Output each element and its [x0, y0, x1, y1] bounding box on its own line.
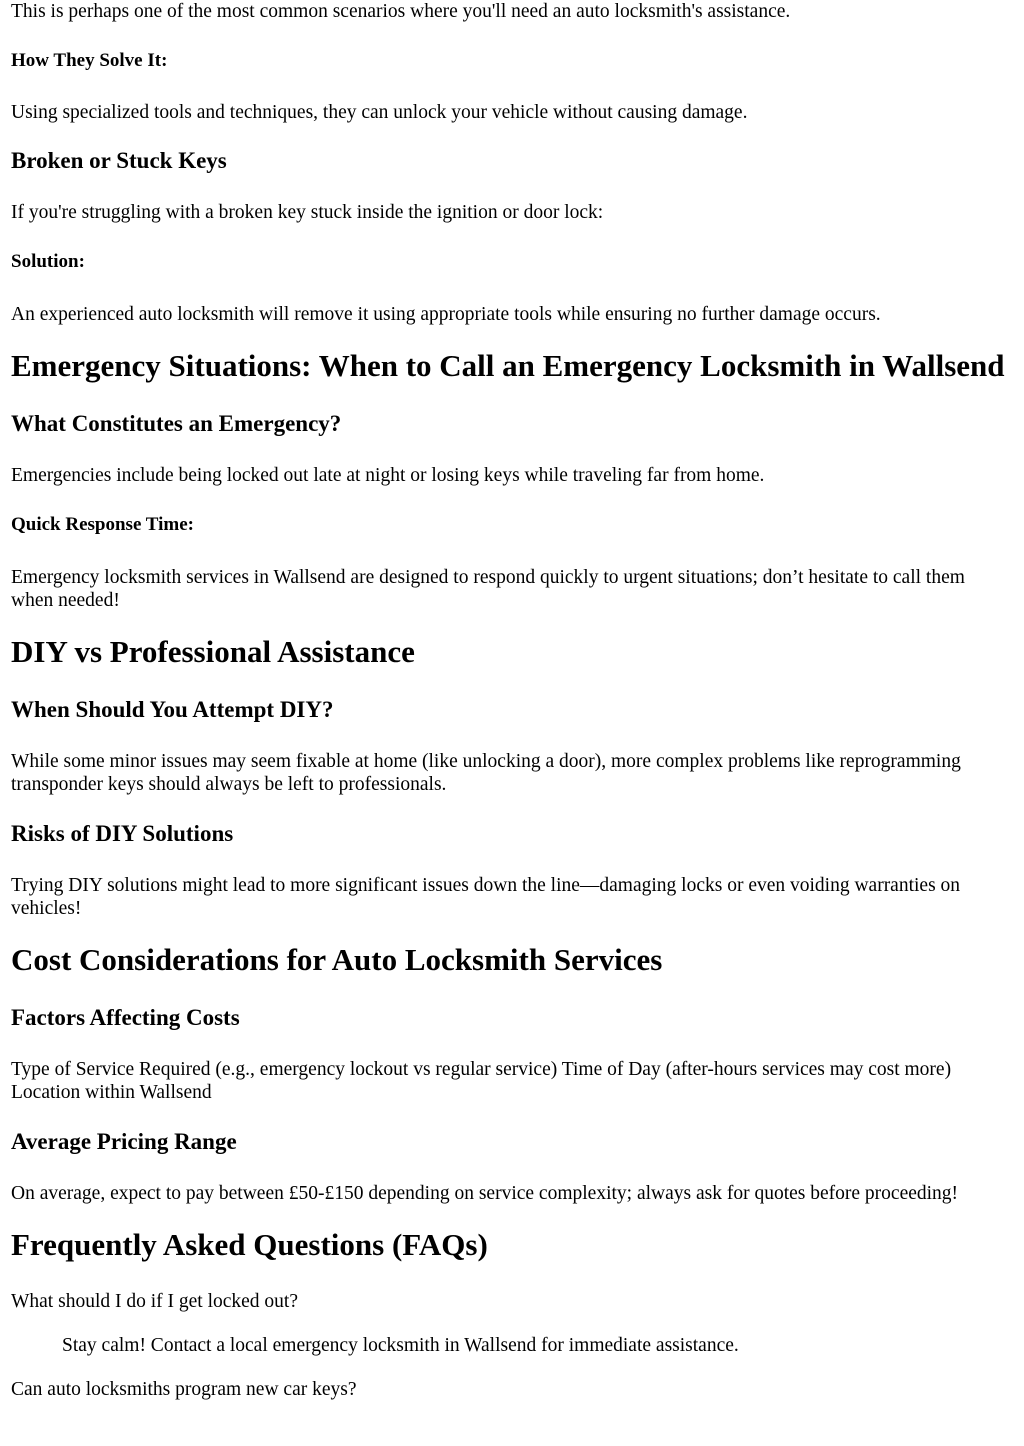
diy-heading: DIY vs Professional Assistance	[11, 634, 415, 669]
pricing-paragraph: On average, expect to pay between £50-£150 depending on service complexity; always ask for quotes before proceeding!	[11, 1183, 959, 1204]
faq-answer-1: Stay calm! Contact a local emergency locksmith in Wallsend for immediate assistance.	[62, 1335, 739, 1356]
how-they-solve-paragraph: Using specialized tools and techniques, they can unlock your vehicle without causing damage.	[11, 102, 748, 123]
faq-question-2: Can auto locksmiths program new car keys?	[11, 1379, 357, 1400]
risks-heading: Risks of DIY Solutions	[11, 821, 234, 846]
broken-keys-heading: Broken or Stuck Keys	[11, 148, 227, 173]
pricing-heading: Average Pricing Range	[11, 1129, 237, 1154]
factors-paragraph: Type of Service Required (e.g., emergency lockout vs regular service) Time of Day (after-hours services may cost more) Location within Wallsend	[11, 1059, 952, 1103]
when-diy-paragraph: While some minor issues may seem fixable at home (like unlocking a door), more complex problems like reprogramming transponder keys should always be left to professionals.	[11, 751, 961, 795]
faq-heading: Frequently Asked Questions (FAQs)	[11, 1227, 488, 1262]
what-constitutes-paragraph: Emergencies include being locked out late at night or losing keys while traveling far from home.	[11, 465, 765, 486]
emergency-heading: Emergency Situations: When to Call an Emergency Locksmith in Wallsend	[11, 348, 1005, 383]
cost-heading: Cost Considerations for Auto Locksmith Services	[11, 942, 663, 977]
risks-paragraph: Trying DIY solutions might lead to more significant issues down the line—damaging locks or even voiding warranties on vehicles!	[11, 875, 961, 919]
what-constitutes-heading: What Constitutes an Emergency?	[11, 411, 342, 436]
solution-paragraph: An experienced auto locksmith will remove it using appropriate tools while ensuring no further damage occurs.	[11, 304, 881, 325]
broken-keys-paragraph: If you're struggling with a broken key stuck inside the ignition or door lock:	[11, 202, 604, 223]
quick-response-paragraph: Emergency locksmith services in Wallsend are designed to respond quickly to urgent situations; don’t hesitate to call them when needed!	[11, 567, 965, 611]
how-they-solve-label: How They Solve It:	[11, 50, 168, 71]
quick-response-label: Quick Response Time:	[11, 514, 194, 535]
when-diy-heading: When Should You Attempt DIY?	[11, 697, 334, 722]
solution-label: Solution:	[11, 251, 85, 272]
intro-paragraph: This is perhaps one of the most common scenarios where you'll need an auto locksmith's assistance.	[11, 1, 791, 22]
factors-heading: Factors Affecting Costs	[11, 1005, 240, 1030]
faq-question-1: What should I do if I get locked out?	[11, 1291, 299, 1312]
